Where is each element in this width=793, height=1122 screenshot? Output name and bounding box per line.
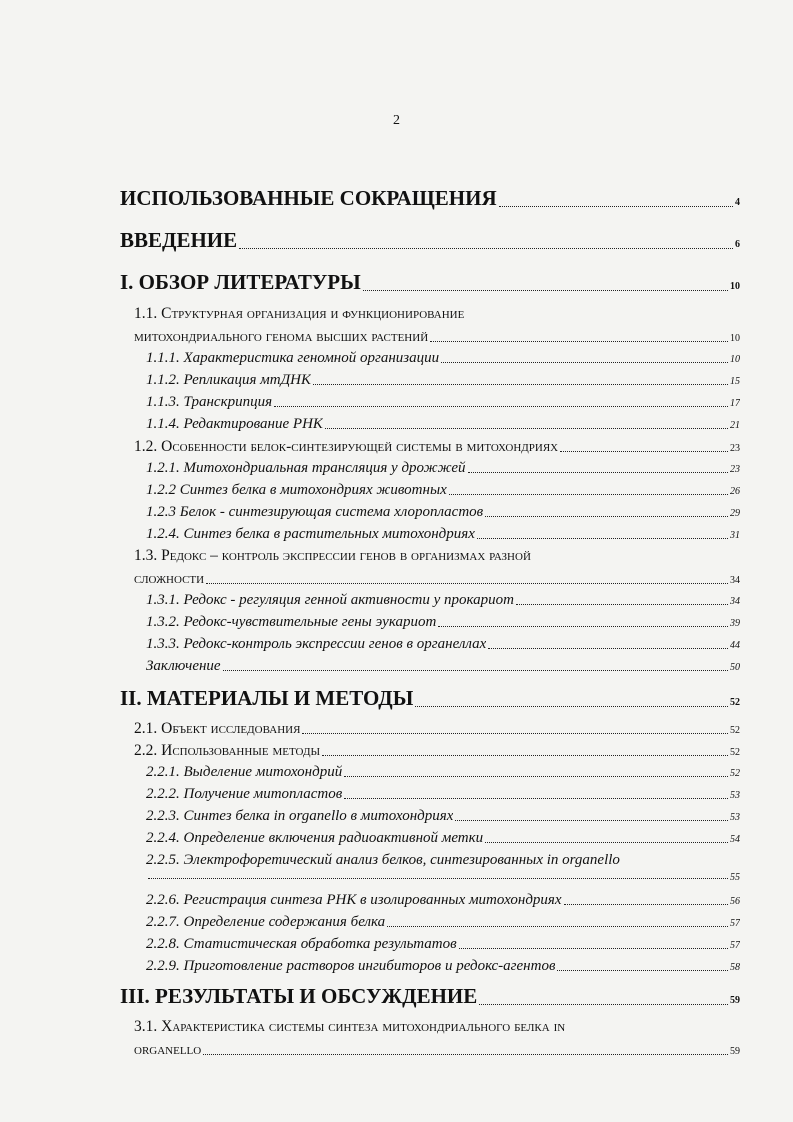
dot-leader xyxy=(325,428,728,429)
toc-entry[interactable] xyxy=(146,460,740,477)
toc-entry-title: 1.3.3. Редокс-контроль экспрессии генов в органеллах xyxy=(146,636,487,652)
dot-leader xyxy=(485,516,728,517)
toc-entry[interactable] xyxy=(146,482,740,499)
toc-entry-title-line: 1.1. Структурная организация и функционирование xyxy=(134,305,465,322)
page-number: 2 xyxy=(393,113,400,128)
toc-entry-page: 50 xyxy=(730,662,740,673)
toc-entry-title: 2.2.4. Определение включения радиоактивной метки xyxy=(146,830,484,846)
toc-entry[interactable] xyxy=(120,686,740,711)
toc-entry[interactable] xyxy=(146,830,740,847)
dot-leader xyxy=(459,948,728,949)
toc-entry[interactable] xyxy=(146,808,740,825)
toc-entry-page: 6 xyxy=(735,239,740,250)
dot-leader xyxy=(322,755,728,756)
toc-entry-page: 59 xyxy=(730,995,740,1006)
toc-entry[interactable] xyxy=(120,228,740,253)
toc-entry-title-line: 1.3. Редокс – контроль экспрессии генов в организмах разной xyxy=(134,547,531,564)
toc-entry-title: 1.2.3 Белок - синтезирующая система хлоропластов xyxy=(146,504,484,520)
dot-leader xyxy=(430,341,728,342)
dot-leader xyxy=(477,538,728,539)
dot-leader xyxy=(557,970,728,971)
toc-entry[interactable] xyxy=(146,786,740,803)
toc-entry[interactable] xyxy=(134,570,740,588)
dot-leader xyxy=(344,776,728,777)
toc-entry-title-line: 3.1. Характеристика системы синтеза митохондриального белка in xyxy=(134,1018,566,1035)
toc-entry-title: 2.2.2. Получение митопластов xyxy=(146,786,343,802)
toc-entry[interactable] xyxy=(120,270,740,295)
toc-entry-page: 57 xyxy=(730,940,740,951)
toc-entry-title: 1.2. Особенности белок-синтезирующей системы в митохондриях xyxy=(134,438,559,455)
toc-entry[interactable] xyxy=(146,764,740,781)
toc-entry-title: 1.1.4. Редактирование РНК xyxy=(146,416,323,432)
toc-entry-title: ВВЕДЕНИЕ xyxy=(120,228,238,252)
toc-entry-page: 29 xyxy=(730,508,740,519)
toc-entry-title: 2.2. Использованные методы xyxy=(134,742,321,759)
toc-entry-page: 39 xyxy=(730,618,740,629)
toc-entry-page: 57 xyxy=(730,918,740,929)
toc-entry[interactable] xyxy=(134,742,740,760)
toc-entry[interactable] xyxy=(146,592,740,609)
toc-entry[interactable] xyxy=(146,658,740,675)
toc-entry-page: 34 xyxy=(730,575,740,586)
toc-entry-title: 2.2.5. Электрофоретический анализ белков, синтезированных in organello xyxy=(146,852,620,868)
toc-entry[interactable] xyxy=(146,614,740,631)
toc-entry[interactable] xyxy=(146,526,740,543)
toc-entry-page: 23 xyxy=(730,443,740,454)
toc-entry[interactable] xyxy=(146,394,740,411)
toc-entry-title: 1.3.1. Редокс - регуляция генной активности у прокариот xyxy=(146,592,514,608)
dot-leader xyxy=(239,248,733,249)
toc-entry-title-line xyxy=(146,852,746,869)
toc-entry[interactable] xyxy=(146,372,740,389)
toc-entry-page: 52 xyxy=(730,725,740,736)
toc-entry-page: 21 xyxy=(730,420,740,431)
toc-entry-page: 10 xyxy=(730,281,740,292)
toc-entry-title: 2.2.6. Регистрация синтеза РНК в изолированных митохондриях xyxy=(146,892,562,908)
toc-entry[interactable] xyxy=(120,984,740,1009)
dot-leader xyxy=(560,451,728,452)
toc-entry[interactable] xyxy=(134,328,740,346)
dot-leader xyxy=(203,1054,728,1055)
toc-entry-page: 52 xyxy=(730,747,740,758)
toc-entry-page: 31 xyxy=(730,530,740,541)
toc-entry-page: 56 xyxy=(730,896,740,907)
dot-leader xyxy=(363,290,728,291)
toc-entry-title: 1.2.1. Митохондриальная трансляция у дрожжей xyxy=(146,460,466,476)
dot-leader xyxy=(479,1004,728,1005)
dot-leader xyxy=(488,648,728,649)
toc-entry-page: 17 xyxy=(730,398,740,409)
dot-leader xyxy=(387,926,728,927)
toc-entry-title: 2.2.7. Определение содержания белка xyxy=(146,914,386,930)
toc-entry[interactable] xyxy=(146,416,740,433)
toc-entry-title: 2.2.9. Приготовление растворов ингибиторов и редокс-агентов xyxy=(146,958,556,974)
dot-leader xyxy=(148,878,728,879)
toc-entry-page: 26 xyxy=(730,486,740,497)
dot-leader xyxy=(302,733,728,734)
toc-entry-page: 55 xyxy=(730,872,740,883)
dot-leader xyxy=(499,206,733,207)
toc-entry[interactable] xyxy=(134,438,740,456)
toc-entry[interactable] xyxy=(146,936,740,953)
toc-entry-title: organello xyxy=(134,1041,202,1058)
toc-entry[interactable] xyxy=(146,872,740,883)
toc-entry-title: 2.2.8. Статистическая обработка результатов xyxy=(146,936,457,952)
toc-entry[interactable] xyxy=(134,720,740,738)
dot-leader xyxy=(344,798,728,799)
toc-entry-page: 4 xyxy=(735,197,740,208)
dot-leader xyxy=(455,820,728,821)
toc-entry[interactable] xyxy=(146,350,740,367)
toc-entry-page: 10 xyxy=(730,333,740,344)
toc-entry-page: 52 xyxy=(730,768,740,779)
toc-entry[interactable] xyxy=(134,1041,740,1059)
toc-entry-title: 2.2.3. Синтез белка in organello в митохондриях xyxy=(146,808,454,824)
toc-entry-page: 53 xyxy=(730,790,740,801)
toc-entry-title: 2.1. Объект исследования xyxy=(134,720,301,737)
toc-entry-page: 58 xyxy=(730,962,740,973)
dot-leader xyxy=(313,384,728,385)
dot-leader xyxy=(206,583,728,584)
toc-entry-title: 1.1.3. Транскрипция xyxy=(146,394,273,410)
toc-entry-title: 1.1.2. Репликация мтДНК xyxy=(146,372,311,388)
toc-entry-page: 53 xyxy=(730,812,740,823)
toc-entry[interactable] xyxy=(146,958,740,975)
toc-entry-page: 15 xyxy=(730,376,740,387)
toc-entry-page: 52 xyxy=(730,697,740,708)
dot-leader xyxy=(468,472,728,473)
toc-entry-title: сложности xyxy=(134,570,205,587)
toc-entry-page: 23 xyxy=(730,464,740,475)
toc-entry[interactable] xyxy=(146,636,740,653)
toc-entry-page: 44 xyxy=(730,640,740,651)
toc-entry[interactable] xyxy=(146,914,740,931)
toc-entry[interactable] xyxy=(146,504,740,521)
toc-entry-page: 54 xyxy=(730,834,740,845)
dot-leader xyxy=(223,670,728,671)
dot-leader xyxy=(274,406,728,407)
toc-entry-title: 1.3.2. Редокс-чувствительные гены эукариот xyxy=(146,614,437,630)
toc-entry[interactable] xyxy=(120,186,740,211)
dot-leader xyxy=(564,904,728,905)
dot-leader xyxy=(438,626,728,627)
toc-entry-title: 1.2.4. Синтез белка в растительных митохондриях xyxy=(146,526,475,542)
toc-entry-page: 59 xyxy=(730,1046,740,1057)
toc-entry-title: митохондриального генома высших растений xyxy=(134,328,429,345)
toc-entry-title: 1.1.1. Характеристика геномной организации xyxy=(146,350,440,366)
toc-entry-title: III. РЕЗУЛЬТАТЫ И ОБСУЖДЕНИЕ xyxy=(120,984,478,1008)
dot-leader xyxy=(449,494,728,495)
toc-entry-title: Заключение xyxy=(146,658,221,674)
dot-leader xyxy=(415,706,728,707)
toc-entry-title: 2.2.1. Выделение митохондрий xyxy=(146,764,343,780)
toc-entry-title: II. МАТЕРИАЛЫ И МЕТОДЫ xyxy=(120,686,414,710)
toc-entry-page: 10 xyxy=(730,354,740,365)
toc-entry[interactable] xyxy=(146,892,740,909)
toc-entry-page: 34 xyxy=(730,596,740,607)
dot-leader xyxy=(485,842,728,843)
toc-entry-title: ИСПОЛЬЗОВАННЫЕ СОКРАЩЕНИЯ xyxy=(120,186,497,210)
dot-leader xyxy=(516,604,728,605)
toc-entry-title: I. ОБЗОР ЛИТЕРАТУРЫ xyxy=(120,270,361,294)
toc-entry-title: 1.2.2 Синтез белка в митохондриях животных xyxy=(146,482,447,498)
dot-leader xyxy=(441,362,728,363)
